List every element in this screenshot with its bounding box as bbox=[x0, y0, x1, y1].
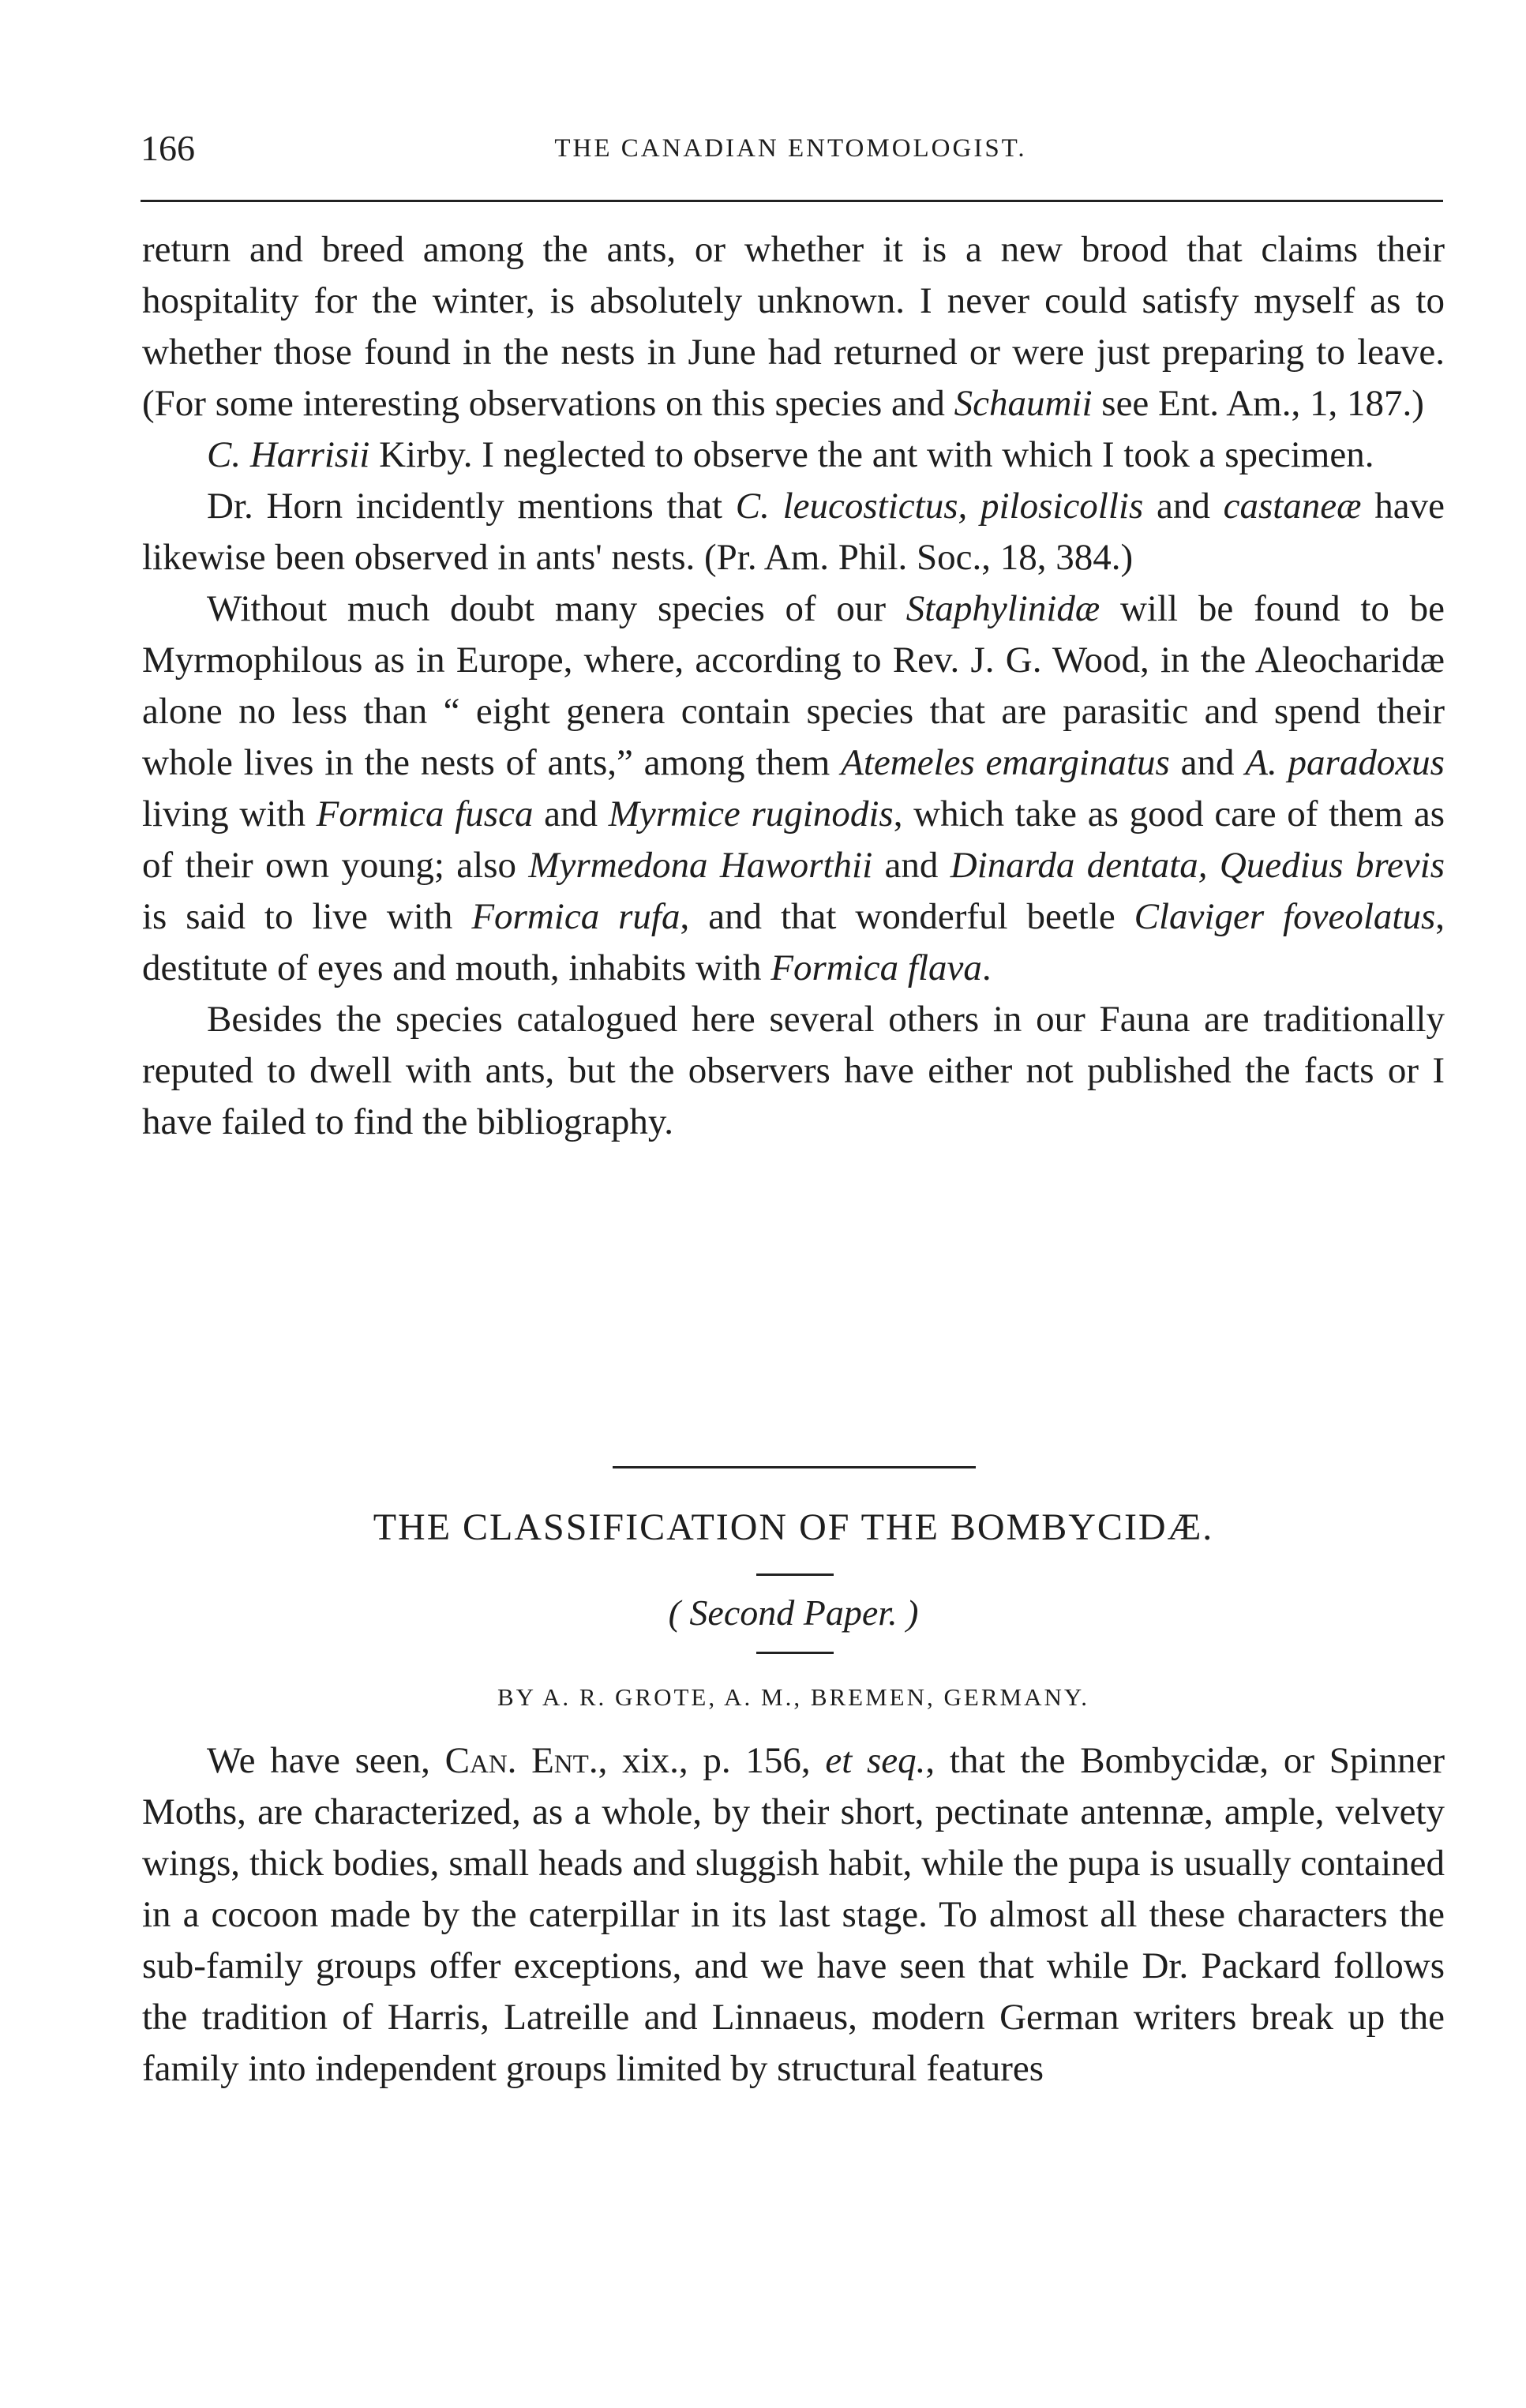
text-run: and bbox=[872, 845, 950, 886]
text-run: , and that wonderful beetle bbox=[680, 896, 1134, 937]
paragraph bbox=[142, 994, 1445, 1148]
text-run: Without much doubt many species of our bbox=[207, 588, 906, 629]
article-body bbox=[142, 1735, 1445, 2095]
italic-text: Schaumii bbox=[954, 383, 1093, 424]
italic-text: Formica flava bbox=[770, 947, 982, 988]
italic-text: et seq. bbox=[825, 1740, 926, 1781]
italic-text: Myrmice ruginodis bbox=[608, 793, 894, 835]
page-number: 166 bbox=[141, 128, 195, 168]
text-run: , which take as good care of them as of their own young; also bbox=[142, 793, 1445, 886]
article-title: THE CLASSIFICATION OF THE BOMBYCIDÆ. bbox=[373, 1506, 1214, 1548]
small-caps-text: Can. Ent. bbox=[444, 1740, 598, 1781]
text-run: return and breed among the ants, or whether it is a new brood that claims their hospitality for the winter, is absolutely unknown. I never could satisfy myself as to whether those found in the nests in June had returned or were just preparing to leave. (For some interesting observations on this species and bbox=[142, 229, 1445, 424]
text-run: , that the Bombycidæ, or Spinner Moths, are characterized, as a whole, by their short, pectinate antennæ, ample, velvety wings, thick bodies, small heads and sluggish habit, while the pupa is usually contained in a cocoon made by the caterpillar in its last stage. To almost all these characters the sub-family groups offer exceptions, and we have seen that while Dr. Packard follows the tradition of Harris, Latreille and Linnaeus, modern German writers break up the family into independent groups limited by structural features bbox=[142, 1740, 1445, 2089]
paragraph bbox=[142, 429, 1445, 481]
text-run: living with bbox=[142, 793, 317, 835]
paragraph bbox=[142, 1735, 1445, 2095]
text-run: Dr. Horn incidently mentions that bbox=[207, 486, 736, 527]
text-run: will be found to be Myrmophilous as in Europe, where, according to Rev. J. G. Wood, in the Aleocharidæ alone no less than “ eight genera contain species that are parasitic and spend their whole lives in the nests of ants,” among them bbox=[142, 588, 1445, 783]
italic-text: C. Harrisii bbox=[207, 434, 370, 475]
text-run: . bbox=[981, 947, 992, 988]
italic-text: Formica rufa bbox=[471, 896, 681, 937]
text-run: and bbox=[1169, 742, 1246, 783]
italic-text: A. paradoxus bbox=[1245, 742, 1445, 783]
continued-text bbox=[142, 224, 1445, 1148]
italic-text: Atemeles emarginatus bbox=[841, 742, 1170, 783]
header-rule bbox=[141, 200, 1443, 202]
author-byline: BY A. R. GROTE, A. M., BREMEN, GERMANY. bbox=[497, 1683, 1089, 1711]
paragraph bbox=[142, 481, 1445, 583]
text-run: , destitute of eyes and mouth, inhabits with bbox=[142, 896, 1445, 988]
section-separator bbox=[613, 1466, 976, 1468]
text-run: is said to live with bbox=[142, 896, 472, 937]
paragraph bbox=[142, 583, 1445, 994]
text-run: see Ent. Am., 1, 187.) bbox=[1092, 383, 1424, 424]
italic-text: castaneæ bbox=[1223, 486, 1362, 527]
italic-text: Formica fusca bbox=[316, 793, 534, 835]
text-run: Besides the species catalogued here several others in our Fauna are traditionally reputed to dwell with ants, but the observers have either not published the facts or I have failed to find the bibliography. bbox=[142, 999, 1445, 1142]
text-run: have likewise been observed in ants' nests. (Pr. Am. Phil. Soc., 18, 384.) bbox=[142, 486, 1445, 578]
italic-text: Staphylinidæ bbox=[905, 588, 1100, 629]
italic-text: Myrmedona Haworthii bbox=[528, 845, 873, 886]
paragraph bbox=[142, 224, 1445, 429]
text-run: , xix., p. 156, bbox=[598, 1740, 826, 1781]
italic-text: C. leucostictus, pilosicollis bbox=[735, 486, 1144, 527]
text-run: and bbox=[1143, 486, 1224, 527]
text-run: We have seen, bbox=[207, 1740, 445, 1781]
italic-text: Dinarda dentata, Quedius brevis bbox=[950, 845, 1445, 886]
text-run: and bbox=[533, 793, 609, 835]
article-subtitle: ( Second Paper. ) bbox=[668, 1592, 919, 1633]
subtitle-rule bbox=[756, 1652, 834, 1654]
running-head bbox=[141, 125, 1441, 172]
journal-title: THE CANADIAN ENTOMOLOGIST. bbox=[554, 134, 1027, 163]
italic-text: Claviger foveolatus bbox=[1134, 896, 1436, 937]
text-run: Kirby. I neglected to observe the ant with which I took a specimen. bbox=[369, 434, 1374, 475]
title-rule bbox=[756, 1573, 834, 1576]
